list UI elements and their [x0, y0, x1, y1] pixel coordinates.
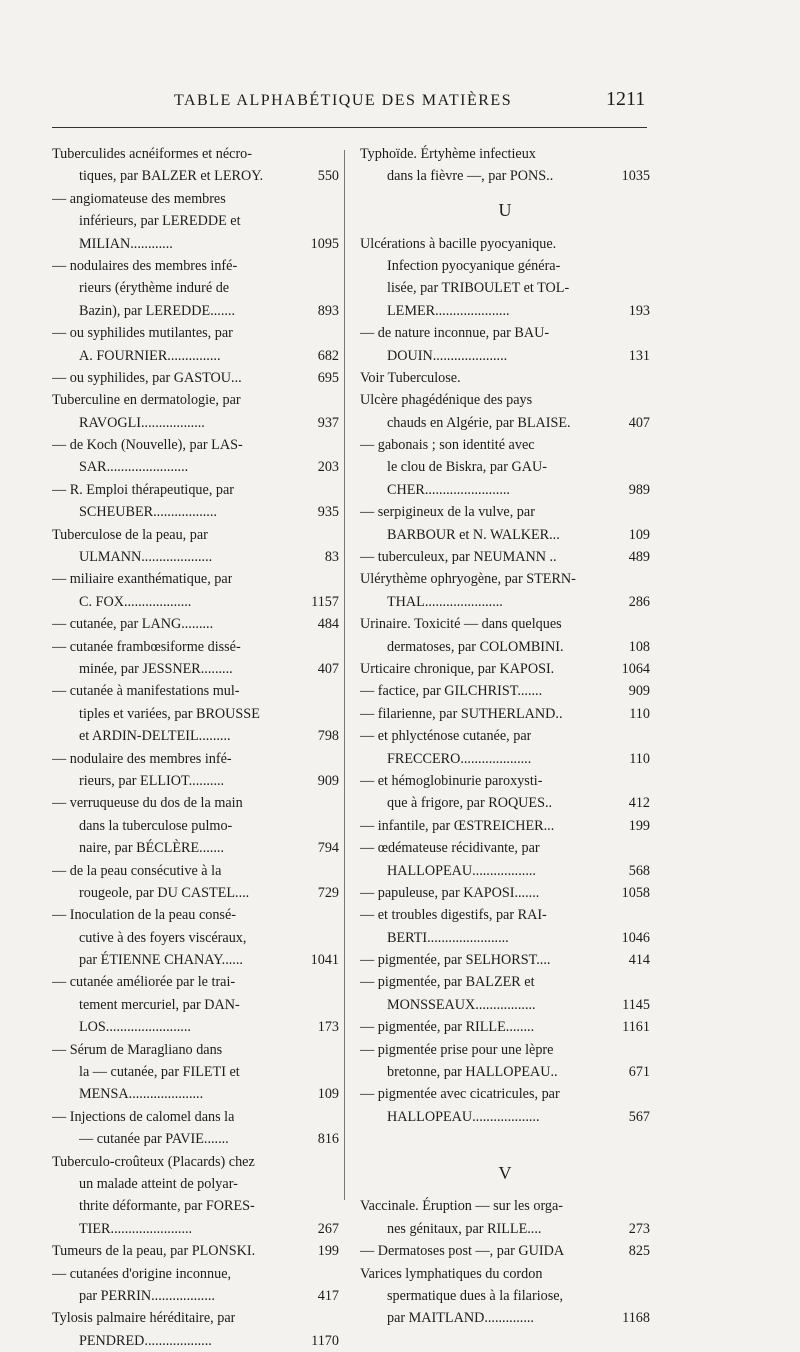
entry-text: — nodulaire des membres infé-: [52, 750, 232, 767]
entry-text: — Dermatoses post —, par GUIDA: [360, 1243, 565, 1260]
index-line: [360, 1039, 650, 1061]
index-line: [52, 904, 339, 926]
index-line: [360, 143, 650, 165]
index-line: [52, 837, 339, 859]
entry-text: — pigmentée, par RILLE........: [360, 1019, 535, 1036]
entry-text: C. FOX...................: [79, 593, 192, 610]
index-line: [360, 658, 650, 680]
page-reference: 267: [317, 1220, 339, 1237]
index-line: [52, 1106, 339, 1128]
entry-text: RAVOGLI..................: [79, 414, 205, 431]
entry-text: — cutanée frambœsiforme dissé-: [52, 638, 241, 655]
entry-text: Varices lymphatiques du cordon: [360, 1265, 543, 1282]
entry-text: — cutanée, par LANG.........: [52, 616, 214, 633]
index-line: [52, 860, 339, 882]
entry-text: la — cutanée, par FILETI et: [79, 1064, 240, 1081]
spacer: [360, 1128, 650, 1150]
page-reference: 203: [317, 459, 339, 476]
index-line: [360, 949, 650, 971]
entry-text: A. FOURNIER...............: [79, 347, 221, 364]
index-line: [360, 1106, 650, 1128]
index-line: [52, 389, 339, 411]
entry-text: dans la tuberculose pulmo-: [79, 817, 233, 834]
page-reference: 109: [628, 526, 650, 543]
index-line: [360, 1195, 650, 1217]
section-letter: V: [498, 1162, 512, 1183]
entry-text: tement mercuriel, par DAN-: [79, 996, 240, 1013]
index-line: [52, 1128, 339, 1150]
page-reference: 193: [628, 302, 650, 319]
entry-text: et ARDIN-DELTEIL.........: [79, 728, 231, 745]
index-line: [360, 837, 650, 859]
index-line: [52, 345, 339, 367]
entry-text: Tylosis palmaire héréditaire, par: [52, 1310, 236, 1327]
entry-text: HALLOPEAU...................: [387, 1108, 540, 1125]
index-line: [52, 1240, 339, 1262]
index-line: [52, 233, 339, 255]
entry-text: SAR.......................: [79, 459, 189, 476]
index-line: [52, 143, 339, 165]
page-reference: 407: [628, 414, 650, 431]
entry-text: HALLOPEAU..................: [387, 862, 536, 879]
entry-text: — ou syphilides, par GASTOU...: [52, 369, 242, 386]
entry-text: Bazin), par LEREDDE.......: [79, 302, 236, 319]
entry-text: — de nature inconnue, par BAU-: [360, 325, 550, 342]
index-line: [360, 546, 650, 568]
entry-text: lisée, par TRIBOULET et TOL-: [387, 280, 570, 297]
page-reference: 989: [628, 481, 650, 498]
index-line: [52, 1083, 339, 1105]
index-line: [360, 434, 650, 456]
entry-text: PENDRED...................: [79, 1332, 212, 1349]
entry-text: BARBOUR et N. WALKER...: [387, 526, 560, 543]
index-line: [52, 927, 339, 949]
entry-text: — R. Emploi thérapeutique, par: [52, 481, 235, 498]
page-reference: 1041: [310, 952, 339, 969]
index-line: [360, 860, 650, 882]
index-line: [360, 971, 650, 993]
index-line: [360, 300, 650, 322]
entry-text: Tuberculides acnéiformes et nécro-: [52, 146, 252, 162]
index-line: [52, 748, 339, 770]
index-line: [360, 479, 650, 501]
entry-text: Ulcérations à bacille pyocyanique.: [360, 235, 557, 252]
entry-text: rieurs, par ELLIOT..........: [79, 772, 225, 789]
index-line: [360, 345, 650, 367]
entry-text: — nodulaires des membres infé-: [52, 257, 238, 274]
page-reference: 108: [628, 638, 650, 655]
entry-text: — filarienne, par SUTHERLAND..: [360, 705, 563, 722]
page-reference: 794: [317, 840, 339, 857]
page-reference: 1046: [621, 929, 650, 946]
index-line: [360, 456, 650, 478]
page-reference: 273: [628, 1220, 650, 1237]
entry-text: — infantile, par ŒSTREICHER...: [360, 817, 555, 834]
entry-text: que à frigore, par ROQUES..: [387, 795, 553, 812]
entry-text: MENSA.....................: [79, 1086, 204, 1103]
page-reference: 909: [628, 683, 650, 700]
entry-text: — pigmentée, par BALZER et: [360, 974, 535, 991]
index-line: [52, 277, 339, 299]
index-line: [360, 1061, 650, 1083]
entry-text: — cutanées d'origine inconnue,: [52, 1265, 232, 1282]
page-number: 1211: [606, 88, 646, 110]
page-reference: 1145: [622, 996, 650, 1013]
page-reference: 131: [628, 347, 650, 364]
page-reference: 1064: [621, 661, 650, 677]
entry-text: — Injections de calomel dans la: [52, 1108, 235, 1125]
entry-text: Ulérythème ophryogène, par STERN-: [360, 571, 576, 588]
index-line: [360, 927, 650, 949]
entry-text: spermatique dues à la filariose,: [387, 1287, 564, 1304]
index-line: [52, 1173, 339, 1195]
index-line: [360, 367, 650, 389]
index-line: [52, 524, 339, 546]
index-line: [52, 1016, 339, 1038]
entry-text: Tuberculose de la peau, par: [52, 526, 208, 543]
running-header-title: TABLE ALPHABÉTIQUE DES MATIÈRES: [174, 92, 513, 109]
entry-text: — serpigineux de la vulve, par: [360, 504, 535, 521]
entry-text: Tuberculo-croûteux (Placards) chez: [52, 1153, 255, 1170]
entry-text: Typhoïde. Értyhème infectieux: [360, 146, 536, 162]
page-reference: 909: [317, 772, 339, 789]
index-line: [360, 1285, 650, 1307]
entry-text: — cutanée améliorée par le trai-: [52, 974, 236, 991]
page-reference: 825: [628, 1243, 650, 1260]
entry-text: MILIAN............: [79, 235, 173, 252]
page-reference: 550: [317, 168, 339, 185]
entry-text: le clou de Biskra, par GAU-: [387, 459, 547, 476]
index-line: [52, 300, 339, 322]
index-line: [360, 792, 650, 814]
index-line: [52, 165, 339, 187]
entry-text: dermatoses, par COLOMBINI.: [387, 638, 564, 655]
index-line: [360, 591, 650, 613]
index-line: [360, 233, 650, 255]
index-line: [52, 255, 339, 277]
index-line: [52, 1263, 339, 1285]
index-line: [52, 680, 339, 702]
header-rule: [52, 127, 647, 128]
index-line: [52, 971, 339, 993]
index-line: [360, 1083, 650, 1105]
index-line: [52, 412, 339, 434]
index-line: [360, 255, 650, 277]
page-reference: 1157: [311, 593, 339, 610]
index-line: [52, 1307, 339, 1329]
page-reference: 937: [317, 414, 339, 431]
page-reference: 286: [628, 593, 650, 610]
index-line: [360, 904, 650, 926]
page-reference: 1035: [621, 168, 650, 185]
entry-text: — pigmentée prise pour une lèpre: [360, 1041, 554, 1058]
entry-text: — et troubles digestifs, par RAI-: [360, 907, 547, 924]
entry-text: MONSSEAUX.................: [387, 996, 536, 1013]
page-reference: 695: [317, 369, 339, 386]
entry-text: TIER.......................: [79, 1220, 193, 1237]
left-column: [52, 143, 339, 1352]
entry-text: bretonne, par HALLOPEAU..: [387, 1064, 558, 1081]
entry-text: Infection pyocyanique généra-: [387, 257, 561, 274]
right-column: [360, 143, 650, 1330]
entry-text: rieurs (érythème induré de: [79, 280, 230, 297]
page-reference: 671: [628, 1064, 650, 1081]
index-line: [360, 524, 650, 546]
entry-text: Voir Tuberculose.: [360, 369, 461, 386]
index-line: [52, 770, 339, 792]
entry-text: ULMANN....................: [79, 549, 213, 566]
index-line: [360, 568, 650, 590]
index-line: [52, 367, 339, 389]
index-line: [52, 882, 339, 904]
index-line: [52, 591, 339, 613]
entry-text: — de Koch (Nouvelle), par LAS-: [52, 437, 243, 454]
entry-text: — gabonais ; son identité avec: [360, 437, 535, 454]
entry-text: LEMER.....................: [387, 302, 510, 319]
page-reference: 682: [317, 347, 339, 364]
page-reference: 110: [629, 705, 650, 722]
index-line: [52, 1330, 339, 1352]
entry-text: nes génitaux, par RILLE....: [387, 1220, 542, 1237]
entry-text: — de la peau consécutive à la: [52, 862, 222, 879]
entry-text: thrite déformante, par FORES-: [79, 1198, 255, 1215]
entry-text: — pigmentée, par SELHORST....: [360, 952, 551, 969]
index-line: [360, 322, 650, 344]
page-reference: 935: [317, 504, 339, 521]
index-line: [52, 949, 339, 971]
index-line: [360, 994, 650, 1016]
page-reference: 568: [628, 862, 650, 879]
entry-text: minée, par JESSNER.........: [79, 660, 233, 677]
entry-text: DOUIN.....................: [387, 347, 508, 364]
index-line: [360, 882, 650, 904]
page-reference: 110: [629, 750, 650, 767]
page-reference: 199: [628, 817, 650, 834]
column-divider: [344, 150, 345, 1200]
page-reference: 1168: [622, 1310, 650, 1327]
entry-text: — angiomateuse des membres: [52, 190, 226, 207]
entry-text: — et hémoglobinurie paroxysti-: [360, 772, 543, 789]
index-line: [52, 568, 339, 590]
index-line: [360, 389, 650, 411]
entry-text: tiples et variées, par BROUSSE: [79, 705, 260, 722]
entry-text: chauds en Algérie, par BLAISE.: [387, 414, 571, 431]
entry-text: THAL......................: [387, 593, 503, 610]
entry-text: cutive à des foyers viscéraux,: [79, 929, 247, 946]
entry-text: — tuberculeux, par NEUMANN ..: [360, 549, 557, 566]
entry-text: BERTI.......................: [387, 929, 509, 946]
entry-text: — Inoculation de la peau consé-: [52, 907, 236, 924]
page-reference: 1161: [622, 1019, 650, 1036]
entry-text: — factice, par GILCHRIST.......: [360, 683, 543, 700]
entry-text: — verruqueuse du dos de la main: [52, 795, 243, 812]
entry-text: naire, par BÉCLÈRE.......: [79, 840, 224, 857]
entry-text: Urticaire chronique, par KAPOSI.: [360, 661, 555, 677]
page-reference: 816: [317, 1131, 339, 1148]
index-line: [360, 1016, 650, 1038]
index-line: [52, 479, 339, 501]
page-reference: 173: [317, 1019, 339, 1036]
index-line: [360, 412, 650, 434]
entry-text: par MAITLAND..............: [387, 1310, 534, 1327]
index-line: [360, 703, 650, 725]
index-line: [52, 658, 339, 680]
entry-text: — Sérum de Maragliano dans: [52, 1041, 223, 1058]
entry-text: Tumeurs de la peau, par PLONSKI.: [52, 1243, 256, 1260]
entry-text: tiques, par BALZER et LEROY.: [79, 168, 264, 185]
page-reference: 1095: [310, 235, 339, 252]
index-line: [52, 456, 339, 478]
index-line: [360, 1218, 650, 1240]
entry-text: par ÉTIENNE CHANAY......: [79, 952, 243, 969]
index-line: [52, 546, 339, 568]
index-line: [52, 1285, 339, 1307]
page-reference: 1170: [311, 1332, 339, 1349]
page-reference: 199: [317, 1243, 339, 1260]
page-reference: 729: [317, 884, 339, 901]
index-line: [52, 501, 339, 523]
entry-text: inférieurs, par LEREDDE et: [79, 213, 241, 230]
page-reference: 567: [628, 1108, 650, 1125]
index-line: [52, 1151, 339, 1173]
index-line: [52, 1039, 339, 1061]
entry-text: rougeole, par DU CASTEL....: [79, 884, 250, 901]
entry-text: CHER........................: [387, 481, 510, 498]
index-line: [52, 210, 339, 232]
index-line: [360, 165, 650, 187]
index-line: [52, 725, 339, 747]
entry-text: — cutanée à manifestations mul-: [52, 683, 240, 700]
page-reference: 412: [628, 795, 650, 812]
index-line: [360, 770, 650, 792]
page-reference: 1058: [621, 884, 650, 901]
index-line: [52, 703, 339, 725]
entry-text: — ou syphilides mutilantes, par: [52, 325, 233, 342]
index-line: [360, 748, 650, 770]
index-line: [52, 636, 339, 658]
entry-text: — miliaire exanthématique, par: [52, 571, 233, 588]
index-line: [52, 322, 339, 344]
entry-text: Ulcère phagédénique des pays: [360, 392, 533, 409]
entry-text: Urinaire. Toxicité — dans quelques: [360, 616, 562, 633]
entry-text: — et phlycténose cutanée, par: [360, 728, 532, 745]
index-line: [360, 613, 650, 635]
page-reference: 893: [317, 302, 339, 319]
entry-text: Vaccinale. Éruption — sur les orga-: [360, 1198, 564, 1215]
index-line: [360, 1263, 650, 1285]
section-letter: U: [498, 199, 512, 220]
entry-text: un malade atteint de polyar-: [79, 1175, 238, 1192]
entry-text: — œdémateuse récidivante, par: [360, 840, 540, 857]
index-line: [360, 277, 650, 299]
index-line: [52, 1195, 339, 1217]
page-reference: 798: [317, 728, 339, 745]
page-reference: 109: [317, 1086, 339, 1103]
index-line: [52, 613, 339, 635]
page-reference: 83: [324, 549, 339, 566]
index-line: [360, 1240, 650, 1262]
entry-text: — pigmentée avec cicatricules, par: [360, 1086, 560, 1103]
entry-text: par PERRIN..................: [79, 1287, 215, 1304]
index-line: [360, 725, 650, 747]
entry-text: FRECCERO....................: [387, 750, 532, 767]
entry-text: — papuleuse, par KAPOSI.......: [360, 884, 540, 901]
index-line: [52, 815, 339, 837]
page-reference: 414: [628, 952, 650, 969]
index-line: [360, 1307, 650, 1329]
index-line: [52, 792, 339, 814]
index-line: [360, 501, 650, 523]
entry-text: LOS........................: [79, 1019, 191, 1036]
page-reference: 407: [317, 660, 339, 677]
index-line: [360, 815, 650, 837]
index-line: [52, 434, 339, 456]
page-reference: 489: [628, 549, 650, 566]
index-line: [360, 636, 650, 658]
entry-text: Tuberculine en dermatologie, par: [52, 392, 241, 409]
page-reference: 417: [317, 1287, 339, 1304]
index-line: [52, 1218, 339, 1240]
index-line: [360, 680, 650, 702]
index-line: [52, 188, 339, 210]
index-line: [52, 994, 339, 1016]
entry-text: SCHEUBER..................: [79, 504, 217, 521]
entry-text: dans la fièvre —, par PONS..: [387, 168, 554, 185]
page-reference: 484: [317, 616, 339, 633]
index-line: [52, 1061, 339, 1083]
entry-text: — cutanée par PAVIE.......: [79, 1131, 229, 1148]
